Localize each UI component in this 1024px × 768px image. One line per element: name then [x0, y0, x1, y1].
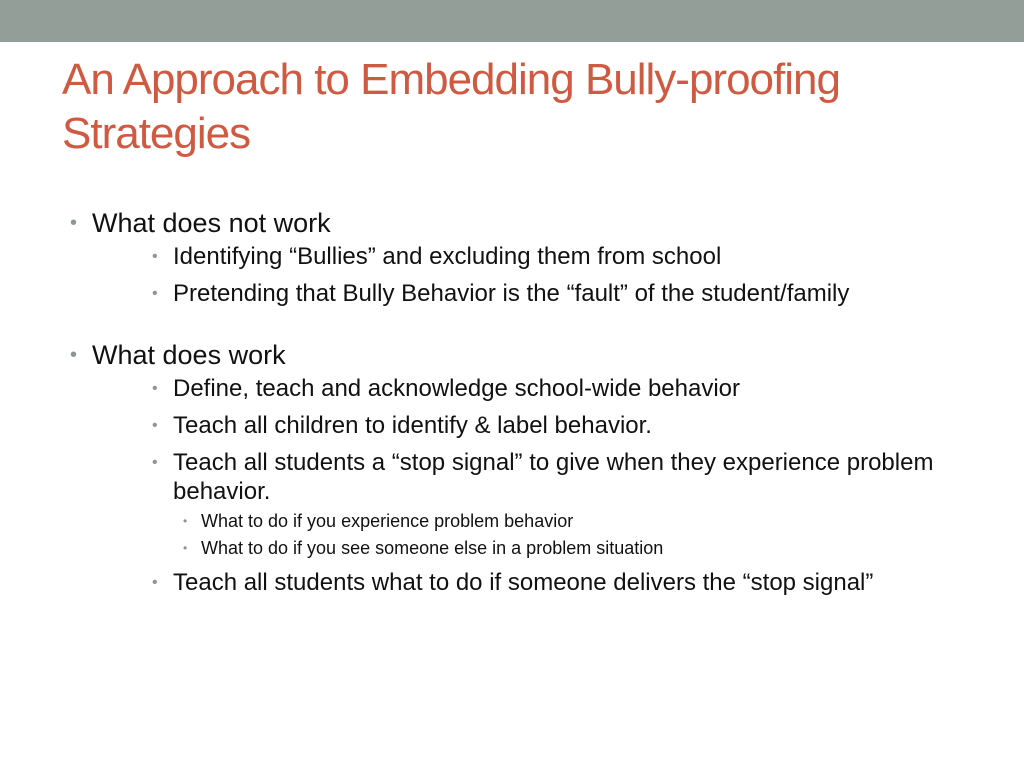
bullet-dot-icon: • — [152, 285, 158, 302]
sub-list-item — [183, 537, 970, 560]
section-heading: What does not work — [92, 208, 331, 238]
section-what-does-work — [70, 338, 970, 597]
sub-list — [92, 374, 970, 597]
list-item — [152, 279, 970, 308]
slide-body — [70, 206, 970, 597]
sub-list-item-text: What to do if you experience problem behavior — [201, 511, 574, 531]
sub-sub-list — [173, 510, 970, 560]
bullet-dot-icon: • — [152, 454, 158, 471]
bullet-dot-icon: • — [70, 212, 78, 234]
bullet-dot-icon: • — [152, 380, 158, 397]
spacer — [70, 308, 970, 338]
bullet-dot-icon: • — [183, 514, 188, 528]
list-item-text: Define, teach and acknowledge school-wide behavior — [173, 375, 741, 402]
list-item — [152, 411, 970, 440]
list-item — [152, 374, 970, 403]
list-item-text: Identifying “Bullies” and excluding them from school — [173, 243, 722, 270]
section-what-does-not-work — [70, 206, 970, 308]
bullet-dot-icon: • — [152, 574, 158, 591]
sub-list-item — [183, 510, 970, 533]
list-item-text: Teach all students what to do if someone delivers the “stop signal” — [173, 569, 874, 596]
bullet-dot-icon: • — [183, 541, 188, 555]
bullet-dot-icon: • — [70, 344, 78, 366]
list-item — [152, 448, 970, 560]
list-item-text: Teach all children to identify & label behavior. — [173, 412, 652, 439]
list-item-text: Teach all students a “stop signal” to give when they experience problem behavior. — [173, 449, 934, 505]
top-accent-bar — [0, 0, 1024, 42]
list-item — [152, 568, 970, 597]
list-item — [152, 242, 970, 271]
section-heading: What does work — [92, 340, 286, 370]
bullet-dot-icon: • — [152, 248, 158, 265]
bullet-dot-icon: • — [152, 417, 158, 434]
slide-title: An Approach to Embedding Bully-proofing Strategies — [62, 55, 840, 158]
sub-list-item-text: What to do if you see someone else in a problem situation — [201, 538, 664, 558]
sub-list — [92, 242, 970, 308]
list-item-text: Pretending that Bully Behavior is the “fault” of the student/family — [173, 280, 850, 307]
bullet-list — [70, 206, 970, 597]
